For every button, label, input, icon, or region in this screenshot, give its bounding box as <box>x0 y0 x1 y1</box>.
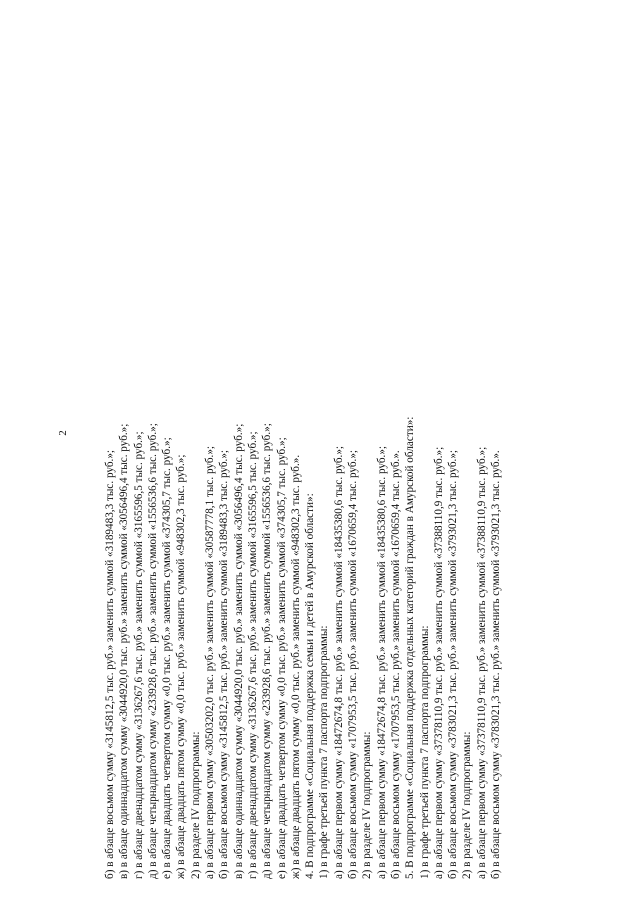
text-line: д) в абзаце четырнадцатом сумму «233928,6 тыс. руб.» заменить суммой «1556536,6 тыс. руб.»; <box>261 423 274 879</box>
text-line: 2) в разделе IV подпрограммы: <box>361 731 374 879</box>
text-line: е) в абзаце двадцать четвертом сумму «0,0 тыс. руб.» заменить суммой «374305,7 тыс. руб.»; <box>275 437 288 879</box>
text-line: г) в абзаце двенадцатом сумму «3136267,6 тыс. руб.» заменить суммой «3165596,5 тыс. руб.»; <box>132 431 145 879</box>
text-line: г) в абзаце двенадцатом сумму «3136267,6 тыс. руб.» заменить суммой «3165596,5 тыс. руб.»; <box>246 431 259 879</box>
text-line: б) в абзаце восьмом сумму «3145812,5 тыс. руб.» заменить суммой «3189483,3 тыс. руб.»; <box>218 449 231 879</box>
text-line: 2) в разделе IV подпрограммы: <box>189 731 202 879</box>
text-line: а) в абзаце первом сумму «30503202,0 тыс. руб.» заменить суммой «30587778,1 тыс. руб.»; <box>204 445 217 879</box>
text-line: б) в абзаце восьмом сумму «3145812,5 тыс. руб.» заменить суммой «3189483,3 тыс. руб.»; <box>104 449 116 879</box>
text-line: а) в абзаце первом сумму «18472674,8 тыс. руб.» заменить суммой «18435380,6 тыс. руб.»; <box>332 445 345 879</box>
text-line: в) в абзаце одиннадцатом сумму «3044920,0 тыс. руб.» заменить суммой «3056496,4 тыс. руб.»; <box>232 423 245 879</box>
text-line: ж) в абзаце двадцать пятом сумму «0,0 тыс. руб.» заменить суммой «948302,3 тыс. руб.»; <box>175 454 188 879</box>
text-line: а) в абзаце первом сумму «18472674,8 тыс. руб.» заменить суммой «18435380,6 тыс. руб.»; <box>375 445 388 879</box>
page-number: 2 <box>56 430 69 436</box>
text-line: д) в абзаце четырнадцатом сумму «233928,6 тыс. руб.» заменить суммой «1556536,6 тыс. руб.»; <box>146 423 159 879</box>
text-line: е) в абзаце двадцать четвертом сумму «0,0 тыс. руб.» заменить суммой «374305,7 тыс. руб.»; <box>161 437 174 879</box>
text-line: б) в абзаце восьмом сумму «3783021,3 тыс. руб.» заменить суммой «3793021,3 тыс. руб.». <box>490 450 503 879</box>
text-line: 1) в графе третьей пункта 7 паспорта подпрограммы: <box>318 625 331 879</box>
text-line: 4. В подпрограмме «Социальная поддержка семьи и детей в Амурской области»: <box>304 493 317 879</box>
text-line: б) в абзаце восьмом сумму «1707953,5 тыс. руб.» заменить суммой «1670659,4 тыс. руб.»; <box>347 449 360 879</box>
text-line: 1) в графе третьей пункта 7 паспорта подпрограммы: <box>418 625 431 879</box>
text-line: б) в абзаце восьмом сумму «3783021,3 тыс. руб.» заменить суммой «3793021,3 тыс. руб.»; <box>447 449 460 879</box>
text-line: в) в абзаце одиннадцатом сумму «3044920,0 тыс. руб.» заменить суммой «3056496,4 тыс. руб.»; <box>118 423 131 879</box>
text-line: а) в абзаце первом сумму «37378110,9 тыс. руб.» заменить суммой «37388110,9 тыс. руб.»; <box>475 446 488 879</box>
text-line: 2) в разделе IV подпрограммы: <box>461 731 474 879</box>
text-line: ж) в абзаце двадцать пятом сумму «0,0 тыс. руб.» заменить суммой «948302,3 тыс. руб.». <box>289 454 302 879</box>
text-line: 5. В подпрограмме «Социальная поддержка отдельных категорий граждан в Амурской области»: <box>404 416 417 879</box>
rotated-text-block <box>103 199 503 879</box>
text-line: а) в абзаце первом сумму «37378110,9 тыс. руб.» заменить суммой «37388110,9 тыс. руб.»; <box>432 446 445 879</box>
text-line: б) в абзаце восьмом сумму «1707953,5 тыс. руб.» заменить суммой «1670659,4 тыс. руб.». <box>389 450 402 879</box>
